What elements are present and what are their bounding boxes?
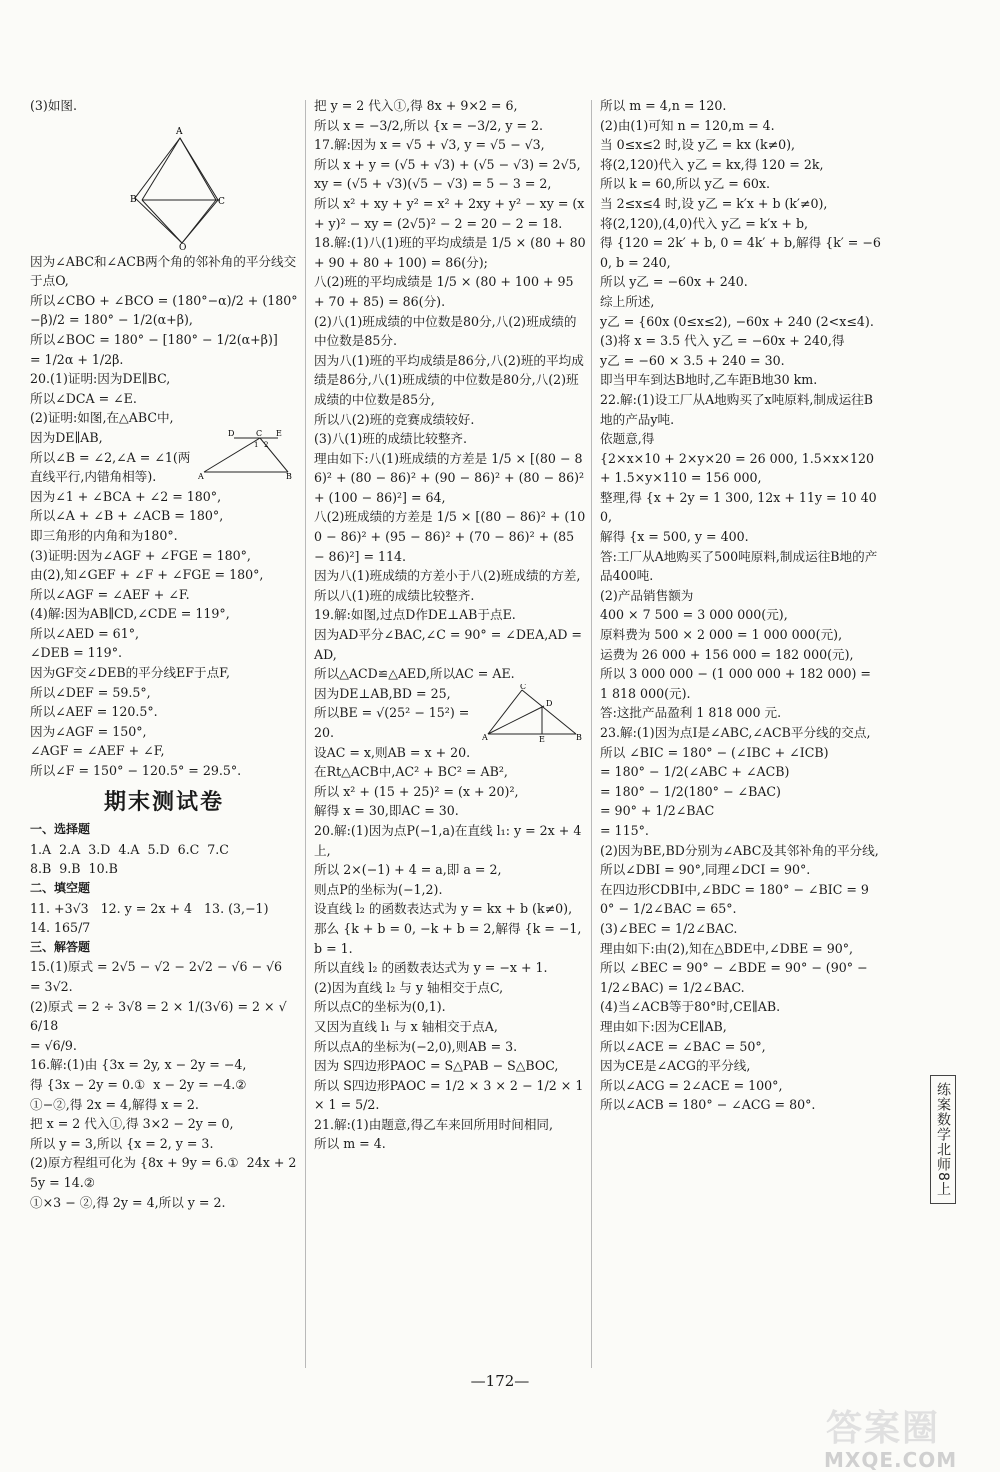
answer-line: y乙 = −60 × 3.5 + 240 = 30. bbox=[600, 352, 785, 368]
answer-line: 所以∠F = 150° − 120.5° = 29.5°. bbox=[30, 763, 242, 779]
answer-line: 所以 y乙 = −60x + 240. bbox=[600, 274, 748, 290]
test-title: 期末测试卷 bbox=[103, 789, 224, 815]
answer-line: 所以∠A + ∠B + ∠ACB = 180°, bbox=[30, 508, 224, 524]
section-heading: 二、填空题 bbox=[30, 881, 91, 895]
answer-line: = 180° − 1/2(180° − ∠BAC) bbox=[600, 783, 781, 799]
answer-line: ①−②,得 2x = 4,解得 x = 2. bbox=[30, 1096, 199, 1112]
answer-line: 20.(1)证明:因为DE∥BC, bbox=[30, 371, 171, 387]
right-triangle-figure bbox=[482, 684, 582, 742]
answer-line: (2)证明:如图,在△ABC中, bbox=[30, 410, 174, 426]
answer-line: 理由如下:八(1)班成绩的方差是 1/5 × [(80 − 86)² + (80 − 86)² + (90 − 86)² + (80 − 86)² + (100 − 86)²] = 64, bbox=[314, 450, 589, 505]
label-c: C bbox=[256, 428, 263, 438]
answer-line: 当 0≤x≤2 时,设 y乙 = kx (k≠0), bbox=[600, 137, 796, 153]
answer-line: 8.B 9.B 10.B bbox=[30, 861, 118, 877]
answer-line: 所以∠AED = 61°, bbox=[30, 625, 140, 641]
answer-line: 理由如下:由(2),知在△BDE中,∠DBE = 90°, bbox=[600, 940, 854, 956]
answer-line: 20.解:(1)因为点P(−1,a)在直线 l₁: y = 2x + 4 上, bbox=[314, 822, 586, 858]
answer-line: (4)解:因为AB∥CD,∠CDE = 119°, bbox=[30, 606, 230, 622]
answer-line: 因为DE⊥AB,BD = 25, bbox=[314, 685, 451, 701]
label-d: D bbox=[546, 698, 553, 708]
book-side-label: 练案数学北师8上 bbox=[930, 1075, 956, 1204]
answer-line: 所以直线 l₂ 的函数表达式为 y = −x + 1. bbox=[314, 960, 548, 976]
answer-column-3 bbox=[600, 96, 882, 1115]
label-1: 1 bbox=[254, 440, 259, 449]
answer-line: = 180° − 1/2(∠ABC + ∠ACB) bbox=[600, 764, 790, 780]
label-a: A bbox=[198, 471, 204, 480]
answer-line: 所以 y = 3,所以 {x = 2, y = 3. bbox=[30, 1135, 214, 1151]
label-a: A bbox=[482, 732, 488, 742]
answer-line: = √6/9. bbox=[30, 1037, 77, 1053]
answer-line: 设直线 l₂ 的函数表达式为 y = kx + b (k≠0), bbox=[314, 901, 573, 917]
answer-line: 14. 165/7 bbox=[30, 920, 91, 936]
answer-line: y乙 = {60x (0≤x≤2), −60x + 240 (2<x≤4). bbox=[600, 313, 874, 329]
answer-line: 所以∠DBI = 90°,同理∠DCI = 90°. bbox=[600, 862, 811, 878]
answer-line: 八(2)班成绩的方差是 1/5 × [(80 − 86)² + (100 − 86)² + (95 − 86)² + (70 − 86)² + (85 − 86)²] = 114. bbox=[314, 509, 586, 564]
answer-line: 21.解:(1)由题意,得乙车来回所用时间相同, bbox=[314, 1116, 554, 1132]
answer-line: 又因为直线 l₁ 与 x 轴相交于点A, bbox=[314, 1018, 498, 1034]
answer-line: 将(2,120),(4,0)代入 y乙 = k′x + b, bbox=[600, 215, 809, 231]
answer-line: 所以 m = 4,n = 120. bbox=[600, 98, 727, 113]
answer-line: 17.解:因为 x = √5 + √3, y = √5 − √3, bbox=[314, 137, 545, 153]
answer-line: (2)产品销售额为 bbox=[600, 587, 694, 603]
answer-line: {2×x×10 + 2×y×20 = 26 000, 1.5×x×120 + 1.5×y×110 = 156 000, bbox=[600, 450, 878, 486]
answer-line: 16.解:(1)由 {3x = 2y, x − 2y = −4, bbox=[30, 1057, 247, 1073]
answer-line: 22.解:(1)设工厂从A地购买了x吨原料,制成运往B地的产品y吨. bbox=[600, 391, 874, 427]
answer-line: 因为八(1)班成绩的方差小于八(2)班成绩的方差, bbox=[314, 568, 581, 584]
answer-line: (2)因为直线 l₂ 与 y 轴相交于点C, bbox=[314, 979, 504, 995]
watermark-url: MXQE.COM bbox=[824, 1448, 958, 1472]
answer-line: 400 × 7 500 = 3 000 000(元), bbox=[600, 607, 788, 623]
answer-line: 原料费为 500 × 2 000 = 1 000 000(元), bbox=[600, 627, 843, 643]
answer-line: 1.A 2.A 3.D 4.A 5.D 6.C 7.C bbox=[30, 841, 229, 857]
answer-line: 所以BE = √(25² − 15²) = 20. bbox=[314, 705, 474, 740]
column-divider-2 bbox=[591, 100, 592, 1368]
answer-line: 所以 x = −3/2,所以 {x = −3/2, y = 2. bbox=[314, 117, 544, 133]
answer-line: 八(2)班的平均成绩是 1/5 × (80 + 100 + 95 + 70 + 85) = 86(分). bbox=[314, 274, 578, 309]
answer-line: 所以 2×(−1) + 4 = a,即 a = 2, bbox=[314, 862, 502, 878]
answer-line: 解得 x = 30,即AC = 30. bbox=[314, 803, 459, 819]
answer-line: 得 {3x − 2y = 0.① x − 2y = −4.② bbox=[30, 1076, 247, 1092]
label-c: C bbox=[218, 196, 225, 207]
answer-line: (2)原式 = 2 ÷ 3√8 = 2 × 1/(3√6) = 2 × √6/18 bbox=[30, 998, 287, 1034]
answer-line: 因为∠1 + ∠BCA + ∠2 = 180°, bbox=[30, 488, 222, 504]
answer-line: = 90° + 1/2∠BAC bbox=[600, 803, 715, 819]
answer-line: 所以 3 000 000 − (1 000 000 + 182 000) = 1 818 000(元). bbox=[600, 666, 875, 701]
answer-line: 18.解:(1)八(1)班的平均成绩是 1/5 × (80 + 80 + 90 + 80 + 100) = 86(分); bbox=[314, 235, 590, 270]
label-2: 2 bbox=[264, 440, 269, 449]
watermark-logo: 答案圈 bbox=[826, 1408, 941, 1449]
answer-line: 所以∠BOC = 180° − [180° − 1/2(α+β)] bbox=[30, 331, 278, 347]
answer-line: 在Rt△ACB中,AC² + BC² = AB², bbox=[314, 764, 508, 780]
label-e: E bbox=[539, 734, 545, 742]
answer-line: 当 2≤x≤4 时,设 y乙 = k′x + b (k′≠0), bbox=[600, 195, 828, 211]
answer-line: = 3√2. bbox=[30, 978, 73, 994]
answer-line: (2)原方程组可化为 {8x + 9y = 6.① 24x + 25y = 14.② bbox=[30, 1155, 297, 1190]
answer-line: 所以八(1)班的成绩比较整齐. bbox=[314, 587, 475, 603]
answer-line: 由(2),知∠GEF + ∠F + ∠FGE = 180°, bbox=[30, 567, 264, 583]
answer-line: 所以∠B = ∠2,∠A = ∠1(两直线平行,内错角相等). bbox=[30, 449, 191, 485]
answer-line: (3)如图. bbox=[30, 98, 78, 113]
label-b: B bbox=[576, 732, 582, 742]
answer-line: (4)当∠ACB等于80°时,CE∥AB. bbox=[600, 999, 781, 1015]
answer-line: 因为 S四边形PAOC = S△PAB − S△BOC, bbox=[314, 1058, 559, 1074]
answer-line: 把 x = 2 代入①,得 3×2 − 2y = 0, bbox=[30, 1116, 234, 1132]
section-heading: 三、解答题 bbox=[30, 939, 91, 954]
answer-line: (3)将 x = 3.5 代入 y乙 = −60x + 240,得 bbox=[600, 333, 845, 349]
answer-line: 所以 S四边形PAOC = 1/2 × 3 × 2 − 1/2 × 1 × 1 = 5/2. bbox=[314, 1077, 588, 1113]
answer-line: ∠AGF = ∠AEF + ∠F, bbox=[30, 743, 165, 759]
answer-line: (2)因为BE,BD分别为∠ABC及其邻补角的平分线, bbox=[600, 842, 879, 858]
answer-line: 所以∠ACG = 2∠ACE = 100°, bbox=[600, 1077, 783, 1093]
answer-line: 在四边形CDBI中,∠BDC = 180° − ∠BIC = 90° − 1/2∠BAC = 65°. bbox=[600, 881, 869, 917]
answer-line: 解得 {x = 500, y = 400. bbox=[600, 529, 749, 545]
answer-line: 整理,得 {x + 2y = 1 300, 12x + 11y = 10 400, bbox=[600, 489, 877, 525]
answer-line: 所以∠DCA = ∠E. bbox=[30, 390, 137, 406]
answer-line: 则点P的坐标为(−1,2). bbox=[314, 881, 443, 897]
answer-line: (3)∠BEC = 1/2∠BAC. bbox=[600, 920, 738, 936]
answer-line: 所以 k = 60,所以 y乙 = 60x. bbox=[600, 176, 770, 192]
answer-line: 所以 x² + (15 + 25)² = (x + 20)², bbox=[314, 783, 519, 799]
answer-line: 所以∠ACB = 180° − ∠ACG = 80°. bbox=[600, 1097, 816, 1113]
section-heading: 一、选择题 bbox=[30, 822, 91, 837]
kite-figure bbox=[30, 118, 230, 250]
answer-line: (2)由(1)可知 n = 120,m = 4. bbox=[600, 117, 775, 133]
answer-line: 所以 x² + xy + y² = x² + 2xy + y² − xy = (x + y)² − xy = (2√5)² − 2 = 20 − 2 = 18. bbox=[314, 195, 589, 231]
answer-line: 因为∠AGF = 150°, bbox=[30, 723, 147, 739]
answer-line: 所以 ∠BIC = 180° − (∠IBC + ∠ICB) bbox=[600, 744, 829, 760]
answer-line: 所以点A的坐标为(−2,0),则AB = 3. bbox=[314, 1038, 518, 1054]
label-a: A bbox=[176, 126, 183, 137]
answer-line: 11. +3√3 12. y = 2x + 4 13. (3,−1) bbox=[30, 900, 269, 916]
answer-line: 所以∠ACE = ∠BAC = 50°, bbox=[600, 1038, 766, 1054]
answer-line: 所以 x + y = (√5 + √3) + (√5 − √3) = 2√5, xy = (√5 + √3)(√5 − √3) = 5 − 3 = 2, bbox=[314, 156, 585, 192]
answer-line: = 1/2α + 1/2β. bbox=[30, 351, 124, 367]
label-o: O bbox=[179, 242, 187, 250]
answer-line: 即当甲车到达B地时,乙车距B地30 km. bbox=[600, 372, 818, 388]
label-e: E bbox=[276, 428, 282, 438]
answer-line: 即三角形的内角和为180°. bbox=[30, 527, 178, 543]
answer-line: 答:这批产品盈利 1 818 000 元. bbox=[600, 705, 782, 721]
answer-line: 依题意,得 bbox=[600, 431, 655, 447]
answer-line: 19.解:如图,过点D作DE⊥AB于点E. bbox=[314, 607, 516, 623]
answer-column-2 bbox=[314, 96, 590, 1154]
answer-line: 设AC = x,则AB = x + 20. bbox=[314, 744, 471, 760]
page-number: —172— bbox=[470, 1372, 530, 1390]
answer-line: 所以△ACD≌△AED,所以AC = AE. bbox=[314, 666, 515, 682]
column-divider-1 bbox=[305, 100, 306, 1368]
answer-line: (3)八(1)班的成绩比较整齐. bbox=[314, 431, 468, 447]
answer-line: = 115°. bbox=[600, 822, 649, 838]
triangle-figure bbox=[198, 428, 294, 480]
answer-line: 因为八(1)班的平均成绩是86分,八(2)班的平均成绩是86分,八(1)班成绩的中位数是80分,八(2)班成绩的中位数是85分, bbox=[314, 352, 584, 407]
answer-line: 所以∠AEF = 120.5°. bbox=[30, 704, 158, 720]
answer-line: 因为CE是∠ACG的平分线, bbox=[600, 1058, 751, 1074]
answer-line: ∠DEB = 119°. bbox=[30, 645, 122, 661]
answer-line: 15.(1)原式 = 2√5 − √2 − 2√2 − √6 − √6 bbox=[30, 959, 283, 975]
answer-line: 所以∠DEF = 59.5°, bbox=[30, 684, 151, 700]
answer-line: 因为AD平分∠BAC,∠C = 90° = ∠DEA,AD = AD, bbox=[314, 627, 586, 662]
label-c: C bbox=[520, 683, 527, 691]
answer-line: 所以 ∠BEC = 90° − ∠BDE = 90° − (90° − 1/2∠BAC) = 1/2∠BAC. bbox=[600, 960, 872, 995]
answer-line: 23.解:(1)因为点I是∠ABC,∠ACB平分线的交点, bbox=[600, 725, 871, 740]
answer-line: 所以∠CBO + ∠BCO = (180°−α)/2 + (180°−β)/2 = 180° − 1/2(α+β), bbox=[30, 292, 298, 328]
answer-line: 所以 m = 4. bbox=[314, 1136, 386, 1152]
answer-line: 把 y = 2 代入①,得 8x + 9×2 = 6, bbox=[314, 98, 518, 113]
answer-line: 理由如下:因为CE∥AB, bbox=[600, 1018, 727, 1034]
answer-line: 所以∠AGF = ∠AEF + ∠F. bbox=[30, 586, 190, 602]
answer-line: 因为GF交∠DEB的平分线EF于点F, bbox=[30, 665, 230, 681]
answer-line: 答:工厂从A地购买了500吨原料,制成运往B地的产品400吨. bbox=[600, 548, 878, 584]
answer-line: 那么 {k + b = 0, −k + b = 2,解得 {k = −1, b = 1. bbox=[314, 920, 586, 956]
answer-line: 因为DE∥AB, bbox=[30, 429, 103, 445]
answer-line: 得 {120 = 2k′ + b, 0 = 4k′ + b,解得 {k′ = −60, b = 240, bbox=[600, 235, 881, 270]
answer-line: 所以八(2)班的竞赛成绩较好. bbox=[314, 411, 475, 427]
answer-column-1 bbox=[30, 96, 298, 1212]
answer-line: 将(2,120)代入 y乙 = kx,得 120 = 2k, bbox=[600, 156, 824, 172]
label-d: D bbox=[228, 428, 235, 438]
answer-line: 所以点C的坐标为(0,1). bbox=[314, 999, 446, 1015]
answer-line: (3)证明:因为∠AGF + ∠FGE = 180°, bbox=[30, 547, 251, 563]
label-b: B bbox=[130, 194, 137, 205]
label-b: B bbox=[286, 471, 292, 480]
answer-line: (2)八(1)班成绩的中位数是80分,八(2)班成绩的中位数是85分. bbox=[314, 313, 577, 349]
answer-line: 运费为 26 000 + 156 000 = 182 000(元), bbox=[600, 646, 854, 662]
answer-line: ①×3 − ②,得 2y = 4,所以 y = 2. bbox=[30, 1194, 226, 1210]
answer-line: 因为∠ABC和∠ACB两个角的邻补角的平分线交于点O, bbox=[30, 253, 297, 289]
answer-line: 综上所述, bbox=[600, 293, 655, 309]
